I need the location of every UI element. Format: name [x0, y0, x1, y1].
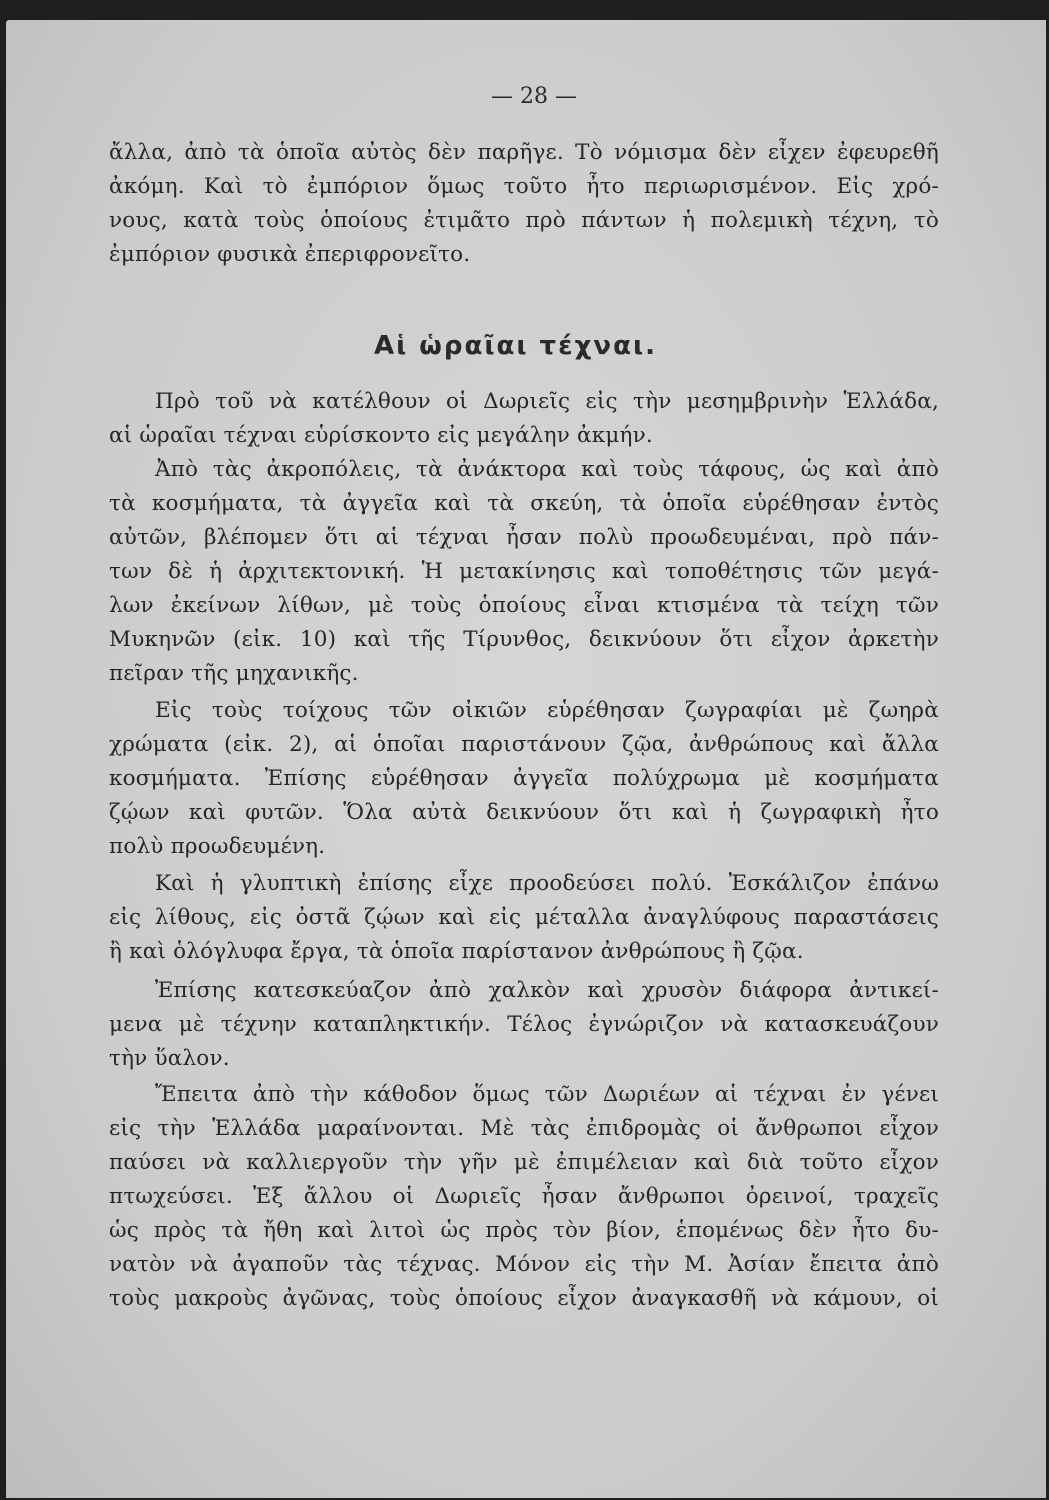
text-line: Ἔπειτα ἀπὸ τὴν κάθοδον ὅμως τῶν Δωριέων αἱ τέχναι ἐν γένει	[155, 1082, 939, 1107]
text-line: ἢ καὶ ὁλόγλυφα ἔργα, τὰ ὁποῖα παρίστανον ἀνθρώπους ἢ ζῷα.	[109, 939, 804, 964]
text-line: πολὺ προωδευμένη.	[109, 834, 326, 859]
text-line: ἐμπόριον φυσικὰ ἐπεριφρονεῖτο.	[109, 242, 471, 267]
text-line: τὰ κοσμήματα, τὰ ἀγγεῖα καὶ τὰ σκεύη, τὰ ὁποῖα εὑρέθησαν ἐντὸς	[109, 491, 939, 516]
text-line: ὡς πρὸς τὰ ἤθη καὶ λιτοὶ ὡς πρὸς τὸν βίον, ἑπομένως δὲν ἦτο δυ-	[109, 1218, 939, 1243]
text-line: νους, κατὰ τοὺς ὁποίους ἐτιμᾶτο πρὸ πάντων ἡ πολεμικὴ τέχνη, τὸ	[109, 208, 939, 233]
text-line: αἱ ὡραῖαι τέχναι εὑρίσκοντο εἰς μεγάλην ἀκμήν.	[109, 423, 653, 448]
text-line: εἰς τὴν Ἑλλάδα μαραίνονται. Μὲ τὰς ἐπιδρομὰς οἱ ἄνθρωποι εἶχον	[109, 1116, 939, 1141]
text-line: Πρὸ τοῦ νὰ κατέλθουν οἱ Δωριεῖς εἰς τὴν μεσημβρινὴν Ἑλλάδα,	[155, 389, 939, 414]
text-line: μενα μὲ τέχνην καταπληκτικήν. Τέλος ἐγνώριζον νὰ κατασκευάζουν	[109, 1012, 939, 1037]
book-page	[6, 20, 1046, 1498]
text-line: Ἐπίσης κατεσκεύαζον ἀπὸ χαλκὸν καὶ χρυσὸν διάφορα ἀντικεί-	[155, 978, 939, 1003]
text-line: πτωχεύσει. Ἐξ ἄλλου οἱ Δωριεῖς ἦσαν ἄνθρωποι ὀρεινοί, τραχεῖς	[109, 1184, 939, 1209]
text-line: των δὲ ἡ ἀρχιτεκτονική. Ἡ μετακίνησις καὶ τοποθέτησις τῶν μεγά-	[109, 559, 939, 584]
text-line: ζῴων καὶ φυτῶν. Ὅλα αὐτὰ δεικνύουν ὅτι καὶ ἡ ζωγραφικὴ ἦτο	[109, 800, 939, 825]
text-line: Ἀπὸ τὰς ἀκροπόλεις, τὰ ἀνάκτορα καὶ τοὺς τάφους, ὡς καὶ ἀπὸ	[155, 457, 939, 482]
text-line: τοὺς μακροὺς ἀγῶνας, τοὺς ὁποίους εἶχον ἀναγκασθῆ νὰ κάμουν, οἱ	[109, 1286, 939, 1311]
page-number: — 28 —	[491, 84, 577, 109]
text-line: χρώματα (εἰκ. 2), αἱ ὁποῖαι παριστάνουν ζῷα, ἀνθρώπους καὶ ἄλλα	[109, 732, 939, 757]
text-line: νατὸν νὰ ἀγαποῦν τὰς τέχνας. Μόνον εἰς τὴν Μ. Ἀσίαν ἔπειτα ἀπὸ	[109, 1252, 939, 1277]
text-line: πεῖραν τῆς μηχανικῆς.	[109, 661, 359, 686]
text-line: ἄλλα, ἀπὸ τὰ ὁποῖα αὐτὸς δὲν παρῆγε. Τὸ νόμισμα δὲν εἶχεν ἐφευρεθῆ	[109, 140, 939, 165]
text-line: Εἰς τοὺς τοίχους τῶν οἰκιῶν εὑρέθησαν ζωγραφίαι μὲ ζωηρὰ	[155, 698, 939, 723]
text-line: Μυκηνῶν (εἰκ. 10) καὶ τῆς Τίρυνθος, δεικνύουν ὅτι εἶχον ἀρκετὴν	[109, 627, 939, 652]
text-line: λων ἐκείνων λίθων, μὲ τοὺς ὁποίους εἶναι κτισμένα τὰ τείχη τῶν	[109, 593, 939, 618]
text-line: Καὶ ἡ γλυπτικὴ ἐπίσης εἶχε προοδεύσει πολύ. Ἐσκάλιζον ἐπάνω	[155, 871, 939, 896]
text-line: εἰς λίθους, εἰς ὀστᾶ ζῴων καὶ εἰς μέταλλα ἀναγλύφους παραστάσεις	[109, 905, 939, 930]
text-line: κοσμήματα. Ἐπίσης εὑρέθησαν ἀγγεῖα πολύχρωμα μὲ κοσμήματα	[109, 766, 939, 791]
text-line: αὐτῶν, βλέπομεν ὅτι αἱ τέχναι ἦσαν πολὺ προωδευμέναι, πρὸ πάν-	[109, 525, 939, 550]
text-line: τὴν ὕαλον.	[109, 1046, 230, 1071]
text-line: παύσει νὰ καλλιεργοῦν τὴν γῆν μὲ ἐπιμέλειαν καὶ διὰ τοῦτο εἶχον	[109, 1150, 939, 1175]
section-heading: Αἱ ὡραῖαι τέχναι.	[374, 331, 657, 361]
text-line: ἀκόμη. Καὶ τὸ ἐμπόριον ὅμως τοῦτο ἦτο περιωρισμένον. Εἰς χρό-	[109, 174, 939, 199]
